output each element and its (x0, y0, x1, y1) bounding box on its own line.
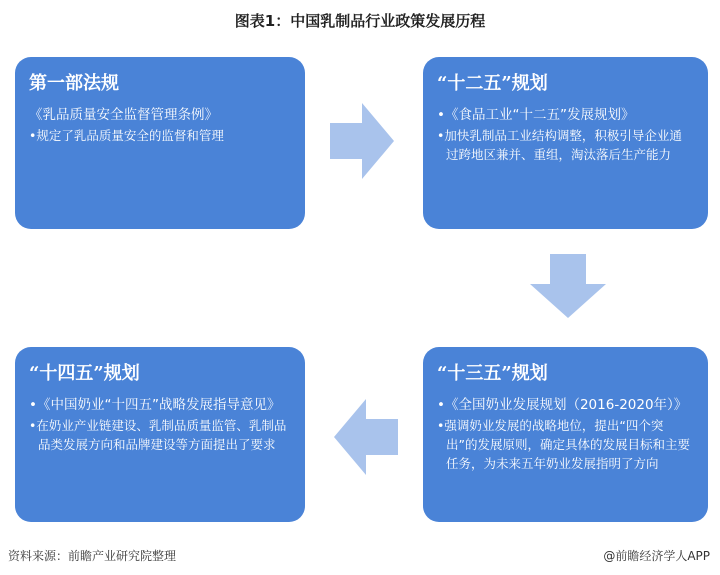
source-note: 资料来源：前瞻产业研究院整理 (8, 549, 177, 563)
arrow-down-icon (530, 254, 606, 318)
policy-description: •强调奶业发展的战略地位，提出“四个突出”的发展原则，确定具体的发展目标和主要任务，为未来五年奶业发展指明了方向 (437, 418, 690, 471)
stage-box-first-regulation (15, 57, 305, 229)
stage-heading: 第一部法规 (29, 73, 119, 94)
stage-heading: “十三五”规划 (437, 363, 548, 384)
stage-box-14th-plan (15, 347, 305, 522)
policy-document: 《乳品质量安全监督管理条例》 (29, 107, 218, 123)
policy-description: •加快乳制品工业结构调整，积极引导企业通过跨地区兼并、重组，淘汰落后生产能力 (437, 128, 682, 162)
policy-description: •在奶业产业链建设、乳制品质量监管、乳制品品类发展方向和品牌建设等方面提出了要求 (29, 418, 287, 452)
arrow-left-icon (334, 399, 398, 475)
arrow-right-icon (330, 103, 394, 179)
brand-credit: @前瞻经济学人APP (603, 549, 710, 563)
policy-document: •《中国奶业“十四五”战略发展指导意见》 (29, 397, 281, 413)
stage-box-13th-plan (423, 347, 708, 522)
policy-description: •规定了乳品质量安全的监督和管理 (29, 128, 224, 143)
figure-title: 图表1：中国乳制品行业政策发展历程 (234, 12, 486, 30)
stage-heading: “十四五”规划 (29, 363, 140, 384)
policy-document: •《全国奶业发展规划（2016-2020年）》 (437, 397, 688, 413)
stage-heading: “十二五”规划 (437, 73, 548, 94)
policy-document: •《食品工业“十二五”发展规划》 (437, 107, 635, 123)
stage-box-12th-plan (423, 57, 708, 229)
